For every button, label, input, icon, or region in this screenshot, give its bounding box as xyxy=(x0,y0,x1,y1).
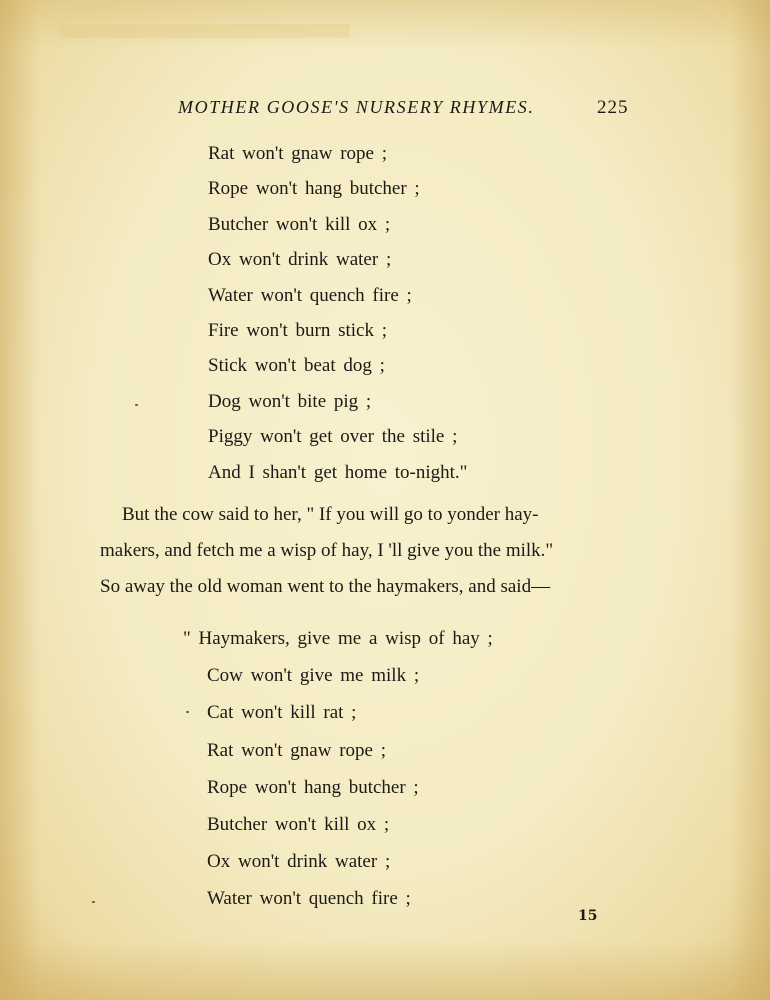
page-edge-right xyxy=(730,0,770,1000)
page-number: 225 xyxy=(597,97,629,118)
verse-line: And I shan't get home to-night." xyxy=(208,461,468,483)
verse-line: Fire won't burn stick ; xyxy=(208,319,388,341)
verse-line: Rat won't gnaw rope ; xyxy=(207,739,387,761)
verse-line: Water won't quench fire ; xyxy=(208,284,412,306)
ink-speck xyxy=(186,711,189,713)
verse-line: Stick won't beat dog ; xyxy=(208,355,385,377)
prose-paragraph xyxy=(100,497,640,605)
prose-line: makers, and fetch me a wisp of hay, I 'll give you the milk." xyxy=(100,540,554,561)
verse-line: Butcher won't kill ox ; xyxy=(208,213,391,235)
paper-stain xyxy=(60,24,350,38)
ink-speck xyxy=(135,404,138,406)
verse-line: Ox won't drink water ; xyxy=(208,249,392,271)
verse-line: Water won't quench fire ; xyxy=(207,888,411,910)
page-header xyxy=(0,97,770,127)
prose-line: But the cow said to her, " If you will go to yonder hay- xyxy=(122,504,539,525)
verse-line: Cat won't kill rat ; xyxy=(207,702,357,724)
running-title: MOTHER GOOSE'S NURSERY RHYMES. xyxy=(178,97,535,117)
verse-line: Rat won't gnaw rope ; xyxy=(208,143,388,164)
page-edge-left xyxy=(0,0,40,1000)
page-edge-bottom xyxy=(0,940,770,1000)
printer-signature-mark: 15 xyxy=(578,908,598,924)
verse-line: " Haymakers, give me a wisp of hay ; xyxy=(183,628,493,649)
verse-line: Cow won't give me milk ; xyxy=(207,665,420,687)
verse-line: Butcher won't kill ox ; xyxy=(207,813,390,835)
verse-line: Ox won't drink water ; xyxy=(207,851,391,873)
verse-line: Rope won't hang butcher ; xyxy=(208,178,420,200)
prose-line: So away the old woman went to the haymakers, and said— xyxy=(100,576,551,597)
verse-block-2 xyxy=(183,620,493,918)
verse-line: Dog won't bite pig ; xyxy=(208,390,372,412)
verse-line: Rope won't hang butcher ; xyxy=(207,776,419,798)
ink-speck xyxy=(92,901,95,903)
verse-block-1 xyxy=(208,136,467,490)
verse-line: Piggy won't get over the stile ; xyxy=(208,426,458,448)
